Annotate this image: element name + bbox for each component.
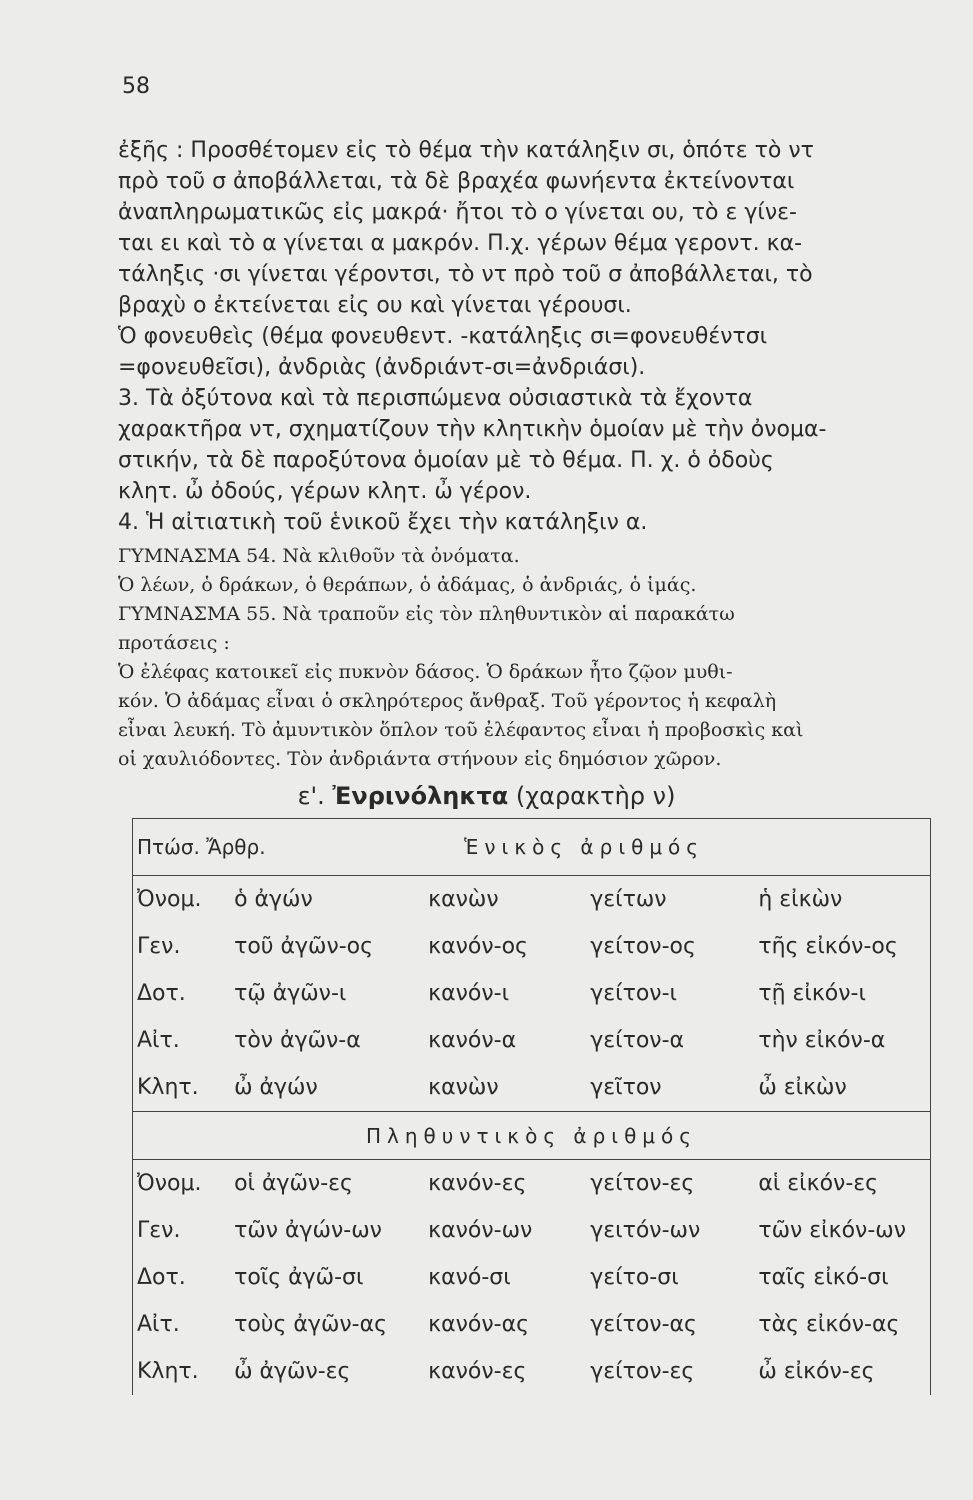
- word-form: ἡ εἰκὼν: [754, 876, 930, 924]
- section-title: Ἐνρινόληκτα: [332, 782, 509, 810]
- page-number: 58: [122, 74, 150, 99]
- word-form: κανόν-ες: [424, 1160, 586, 1208]
- word-form: γείτον-α: [590, 1028, 685, 1053]
- case-label: Κλητ.: [133, 1348, 231, 1395]
- body-line: κλητ. ὦ ὀδούς, γέρων κλητ. ὦ γέρον.: [118, 479, 532, 504]
- table-row: [133, 970, 931, 1017]
- word-form: κανόν-α: [428, 1028, 517, 1053]
- word-form: τῶν εἰκόν-ων: [754, 1207, 930, 1254]
- word-form: γειτόν-ων: [590, 1218, 701, 1243]
- word-form: γείτο-σι: [590, 1265, 679, 1290]
- plural-header-row: [133, 1112, 931, 1160]
- body-line: ἐξῆς : Προσθέτομεν εἰς τὸ θέμα τὴν κατάληξιν σι, ὁπότε τὸ ντ: [118, 138, 814, 163]
- case-label: Δοτ.: [133, 1254, 231, 1301]
- word-form: κανὼν: [424, 876, 586, 924]
- word-form: κανόν-ι: [428, 981, 510, 1006]
- word-form: ταῖς εἰκό-σι: [754, 1254, 930, 1301]
- body-line: τάληξις ·σι γίνεται γέροντσι, τὸ ντ πρὸ τοῦ σ ἀποβάλλεται, τὸ: [118, 262, 813, 287]
- word-form: τὰς εἰκόν-ας: [754, 1301, 930, 1348]
- word-form: γείτον-ας: [590, 1312, 697, 1337]
- exercise-line: οἱ χαυλιόδοντες. Τὸν ἀνδριάντα στήνουν εἰς δημόσιον χῶρον.: [118, 748, 722, 770]
- word-form: ὦ εἰκὼν: [754, 1064, 930, 1112]
- case-label: Κλητ.: [133, 1064, 231, 1112]
- word-form: τῶν ἀγών-ων: [234, 1218, 382, 1243]
- header-case-article: Πτώσ. Ἄρθρ.: [133, 819, 425, 876]
- body-line: στικήν, τὰ δὲ παροξύτονα ὁμοίαν μὲ τὸ θέμα. Π. χ. ὁ ὀδοὺς: [118, 448, 774, 473]
- case-label: Γεν.: [133, 923, 231, 970]
- section-subtitle: (χαρακτὴρ ν): [515, 782, 676, 810]
- word-form: κανόν-ας: [428, 1312, 530, 1337]
- section-number: ε'.: [297, 782, 325, 810]
- word-form: γείτον-ι: [590, 981, 677, 1006]
- table-row: [133, 1348, 931, 1395]
- exercise-line: ΓΥΜΝΑΣΜΑ 54. Νὰ κλιθοῦν τὰ ὀνόματα.: [118, 545, 520, 567]
- body-line: Ὁ φονευθεὶς (θέμα φονευθεντ. -κατάληξις σι=φονευθέντσι: [118, 324, 768, 349]
- word-form: τοὺς ἀγῶν-ας: [234, 1312, 388, 1337]
- body-line: πρὸ τοῦ σ ἀποβάλλεται, τὰ δὲ βραχέα φωνήεντα ἐκτείνονται: [118, 169, 795, 194]
- case-label: Ὀνομ.: [133, 876, 231, 924]
- word-form: κανόν-ες: [428, 1359, 527, 1384]
- declension-table: [132, 818, 931, 1395]
- body-line: =φονευθεῖσι), ἀνδριὰς (ἀνδριάντ-σι=ἀνδριάσι).: [118, 355, 646, 380]
- word-form: ὦ ἀγῶν-ες: [234, 1359, 351, 1384]
- exercise-line: Ὁ λέων, ὁ δράκων, ὁ θεράπων, ὁ ἀδάμας, ὁ ἀνδριάς, ὁ ἱμάς.: [118, 574, 697, 596]
- body-line: ται ει καὶ τὸ α γίνεται α μακρόν. Π.χ. γέρων θέμα γεροντ. κα-: [118, 231, 803, 256]
- word-form: γείτον-ος: [590, 934, 696, 959]
- word-form: ὁ ἀγών: [230, 876, 424, 924]
- exercise-line: ΓΥΜΝΑΣΜΑ 55. Νὰ τραποῦν εἰς τὸν πληθυντικὸν αἱ παρακάτω: [118, 603, 735, 625]
- word-form: τοῦ ἀγῶν-ος: [234, 934, 374, 959]
- word-form: κανὼν: [428, 1075, 499, 1100]
- word-form: γείτον-ες: [590, 1359, 695, 1384]
- table-row: [133, 1160, 931, 1208]
- table-row: [133, 1207, 931, 1254]
- case-label: Αἰτ.: [133, 1301, 231, 1348]
- case-label: Αἰτ.: [133, 1017, 231, 1064]
- header-singular: Ἑνικὸς ἀριθμός: [424, 819, 930, 876]
- body-line: 4. Ἡ αἰτιατικὴ τοῦ ἑνικοῦ ἔχει τὴν κατάληξιν α.: [118, 510, 648, 535]
- word-form: τῇ εἰκόν-ι: [754, 970, 930, 1017]
- body-line: χαρακτῆρα ντ, σχηματίζουν τὴν κλητικὴν ὁμοίαν μὲ τὴν ὀνομα-: [118, 417, 827, 442]
- body-line: ἀναπληρωματικῶς εἰς μακρά· ἤτοι τὸ ο γίνεται ου, τὸ ε γίνε-: [118, 200, 797, 225]
- body-line: 3. Τὰ ὀξύτονα καὶ τὰ περισπώμενα οὐσιαστικὰ τὰ ἔχοντα: [118, 386, 753, 411]
- exercise-line: προτάσεις :: [118, 632, 230, 654]
- body-line: βραχὺ ο ἐκτείνεται εἰς ου καὶ γίνεται γέρουσι.: [118, 293, 632, 318]
- table-row: [133, 1064, 931, 1112]
- word-form: ὦ ἀγών: [234, 1075, 318, 1100]
- table-row: [133, 923, 931, 970]
- table-row: [133, 1017, 931, 1064]
- word-form: κανόν-ων: [428, 1218, 533, 1243]
- word-form: τῆς εἰκόν-ος: [754, 923, 930, 970]
- word-form: αἱ εἰκόν-ες: [754, 1160, 930, 1208]
- table-row: [133, 1301, 931, 1348]
- word-form: γείτων: [586, 876, 754, 924]
- word-form: τῷ ἀγῶν-ι: [234, 981, 347, 1006]
- exercise-line: εἶναι λευκή. Τὸ ἀμυντικὸν ὅπλον τοῦ ἐλέφαντος εἶναι ἡ προβοσκὶς καὶ: [118, 719, 804, 741]
- word-form: κανόν-ος: [428, 934, 528, 959]
- table-row: [133, 876, 931, 924]
- case-label: Ὀνομ.: [133, 1160, 231, 1208]
- word-form: κανό-σι: [428, 1265, 511, 1290]
- word-form: ὦ εἰκόν-ες: [754, 1348, 930, 1395]
- case-label: Γεν.: [133, 1207, 231, 1254]
- word-form: τὸν ἀγῶν-α: [234, 1028, 361, 1053]
- exercise-line: κόν. Ὁ ἀδάμας εἶναι ὁ σκληρότερος ἄνθραξ. Τοῦ γέροντος ἡ κεφαλὴ: [118, 690, 777, 712]
- word-form: τὴν εἰκόν-α: [754, 1017, 930, 1064]
- section-heading: [0, 782, 973, 810]
- exercise-line: Ὁ ἐλέφας κατοικεῖ εἰς πυκνὸν δάσος. Ὁ δράκων ἦτο ζῷον μυθι-: [118, 661, 733, 683]
- case-label: Δοτ.: [133, 970, 231, 1017]
- word-form: οἱ ἀγῶν-ες: [230, 1160, 424, 1208]
- header-plural: Πληθυντικὸς ἀριθμός: [133, 1112, 931, 1160]
- word-form: γείτον-ες: [586, 1160, 754, 1208]
- word-form: τοῖς ἀγῶ-σι: [234, 1265, 364, 1290]
- word-form: γεῖτον: [590, 1075, 662, 1100]
- table-row: [133, 1254, 931, 1301]
- table-header-row: [133, 819, 931, 876]
